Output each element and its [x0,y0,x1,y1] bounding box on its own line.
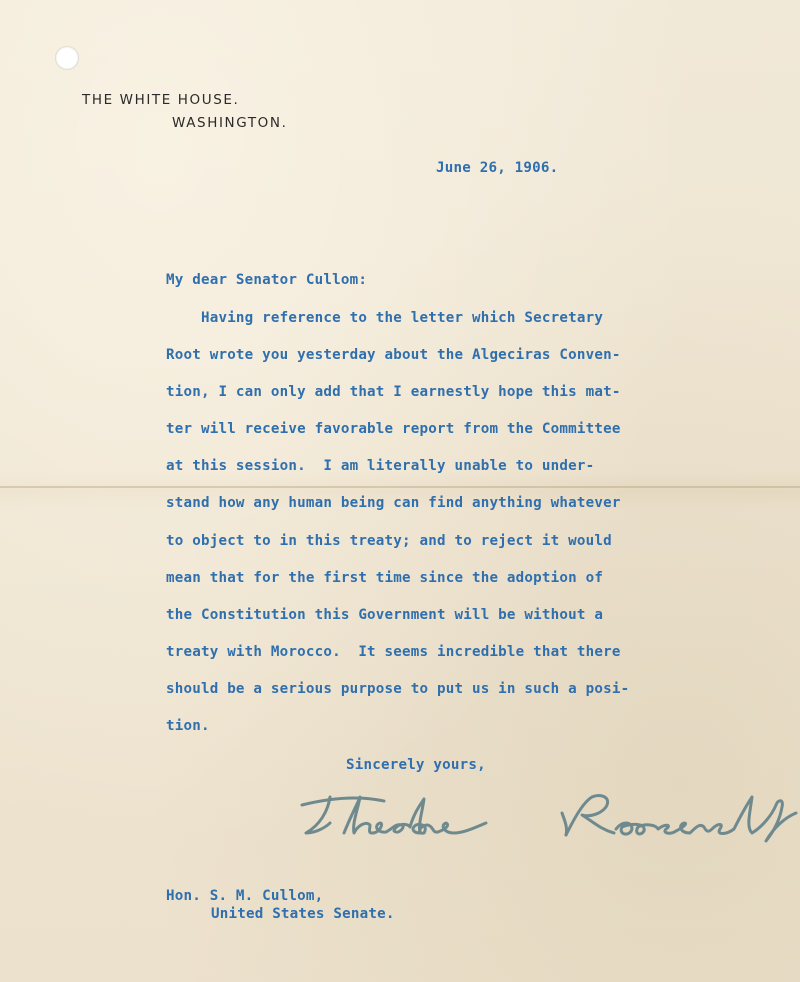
body-line: at this session. I am literally unable to under- [166,458,595,475]
body-line: tion. [166,718,210,735]
salutation: My dear Senator Cullom: [166,272,368,288]
recipient-name: Hon. S. M. Cullom, [166,888,324,904]
closing: Sincerely yours, [346,757,486,773]
body-line: ter will receive favorable report from the Committee [166,421,621,438]
letterhead-line2: WASHINGTON. [172,115,288,131]
body-line: stand how any human being can find anything whatever [166,495,621,512]
body-line: mean that for the first time since the adoption of [166,569,604,586]
recipient-office: United States Senate. [211,906,395,922]
body-line: the Constitution this Government will be without a [166,606,604,623]
body-line: Root wrote you yesterday about the Algeciras Conven- [166,347,621,364]
body-line: treaty with Morocco. It seems incredible that there [166,643,621,660]
letterhead-line1: THE WHITE HOUSE. [82,92,240,108]
letter-body [166,308,629,753]
letter-date: June 26, 1906. [436,160,559,176]
body-line: to object to in this treaty; and to reject it would [166,532,612,549]
body-line: should be a serious purpose to put us in such a posi- [166,680,630,697]
body-line: Having reference to the letter which Secretary [166,310,604,326]
body-line: tion, I can only add that I earnestly hope this mat- [166,384,621,401]
signature [296,783,800,853]
punch-hole [55,46,79,70]
